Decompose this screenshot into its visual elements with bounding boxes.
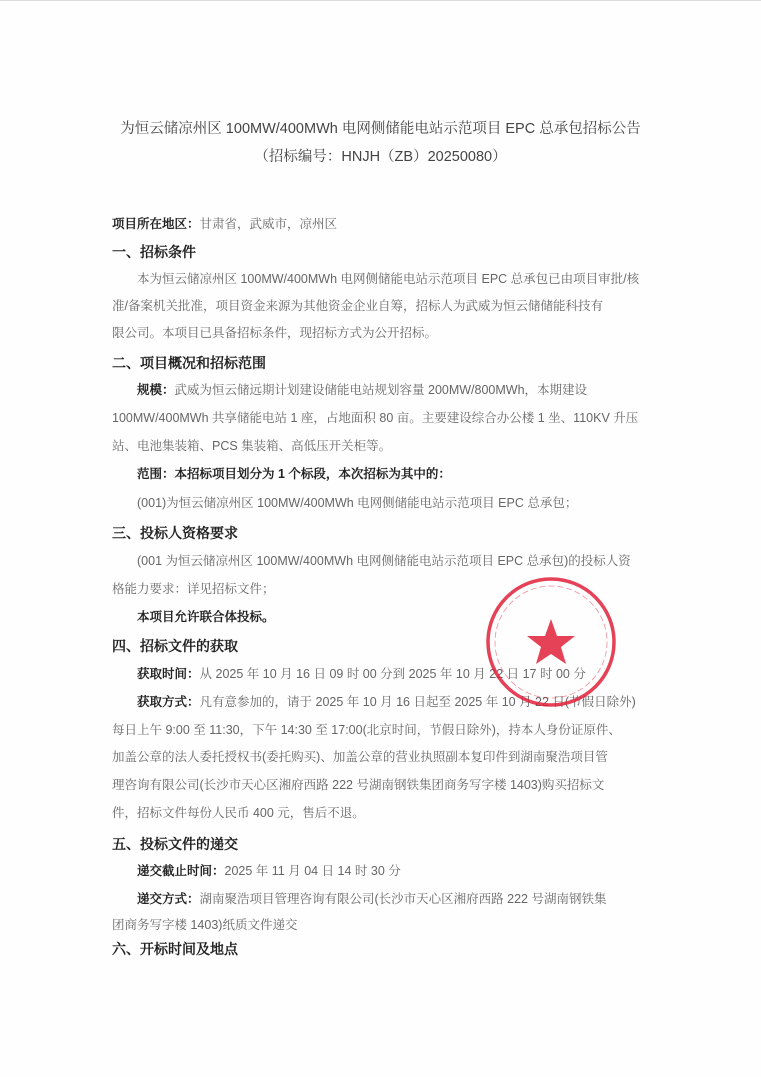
s1-line: 本为恒云储凉州区 100MW/400MWh 电网侧储能电站示范项目 EPC 总承包已由项目审批/核 [137,272,640,286]
s1-line: 限公司。本项目已具备招标条件，现招标方式为公开招标。 [112,326,438,340]
s2-line: 100MW/400MWh 共享储能电站 1 座，占地面积 80 亩。主要建设综合办公楼 1 坐、110KV 升压 [112,411,639,425]
tender-number: （招标编号：HNJH（ZB）20250080） [254,149,507,165]
s3-line: 格能力要求：详见招标文件； [112,582,275,596]
section-6-heading: 六、开标时间及地点 [112,941,238,957]
star-icon [527,619,575,664]
s4-line: 每日上午 9:00 至 11:30，下午 14:30 至 17:00(北京时间，节假日除外)，持本人身份证原件、 [112,723,621,737]
s5-line: 团商务写字楼 1403)纸质文件递交 [112,918,298,932]
s2-range: 范围：本招标项目划分为 1 个标段，本次招标为其中的： [137,467,451,481]
s2-scale: 规模：武威为恒云储远期计划建设储能电站规划容量 200MW/800MWh，本期建设 [137,383,588,397]
s5-deadline: 递交截止时间：2025 年 11 月 04 日 14 时 30 分 [137,864,401,878]
section-4-heading: 四、招标文件的获取 [112,638,238,654]
section-3-heading: 三、投标人资格要求 [112,525,238,541]
project-location: 项目所在地区：甘肃省，武威市，凉州区 [112,217,338,231]
s4-method: 获取方式：凡有意参加的，请于 2025 年 10 月 16 日起至 2025 年 10 月 22 日(节假日除外) [137,695,636,709]
section-2-heading: 二、项目概况和招标范围 [112,355,266,371]
s1-line: 准/备案机关批准，项目资金来源为其他资金企业自筹，招标人为武威为恒云储储能科技有 [112,299,603,313]
s3-joint: 本项目允许联合体投标。 [137,610,275,624]
section-5-heading: 五、投标文件的递交 [112,836,238,852]
s5-method: 递交方式：湖南聚浩项目管理咨询有限公司(长沙市天心区湘府西路 222 号湖南钢铁集 [137,892,607,906]
s4-line: 加盖公章的法人委托授权书(委托购买)、加盖公章的营业执照副本复印件到湖南聚浩项目管 [112,750,608,764]
seal-ring [488,579,614,705]
s2-line: 站、电池集装箱、PCS 集装箱、高低压开关柜等。 [112,439,392,453]
s4-line: 理咨询有限公司(长沙市天心区湘府西路 222 号湖南钢铁集团商务写字楼 1403)购买招标文 [112,778,605,792]
company-seal-stamp [484,575,618,709]
s2-lot: (001)为恒云储凉州区 100MW/400MWh 电网侧储能电站示范项目 EPC 总承包； [137,496,578,510]
s4-time: 获取时间：从 2025 年 10 月 16 日 09 时 00 分到 2025 年 10 月 22 日 17 时 00 分 [137,667,586,681]
document-title: 为恒云储凉州区 100MW/400MWh 电网侧储能电站示范项目 EPC 总承包招标公告 [120,121,641,137]
s3-line: (001 为恒云储凉州区 100MW/400MWh 电网侧储能电站示范项目 EPC 总承包)的投标人资 [137,554,631,568]
section-1-heading: 一、招标条件 [112,244,196,260]
s4-line: 件，招标文件每份人民币 400 元，售后不退。 [112,806,365,820]
